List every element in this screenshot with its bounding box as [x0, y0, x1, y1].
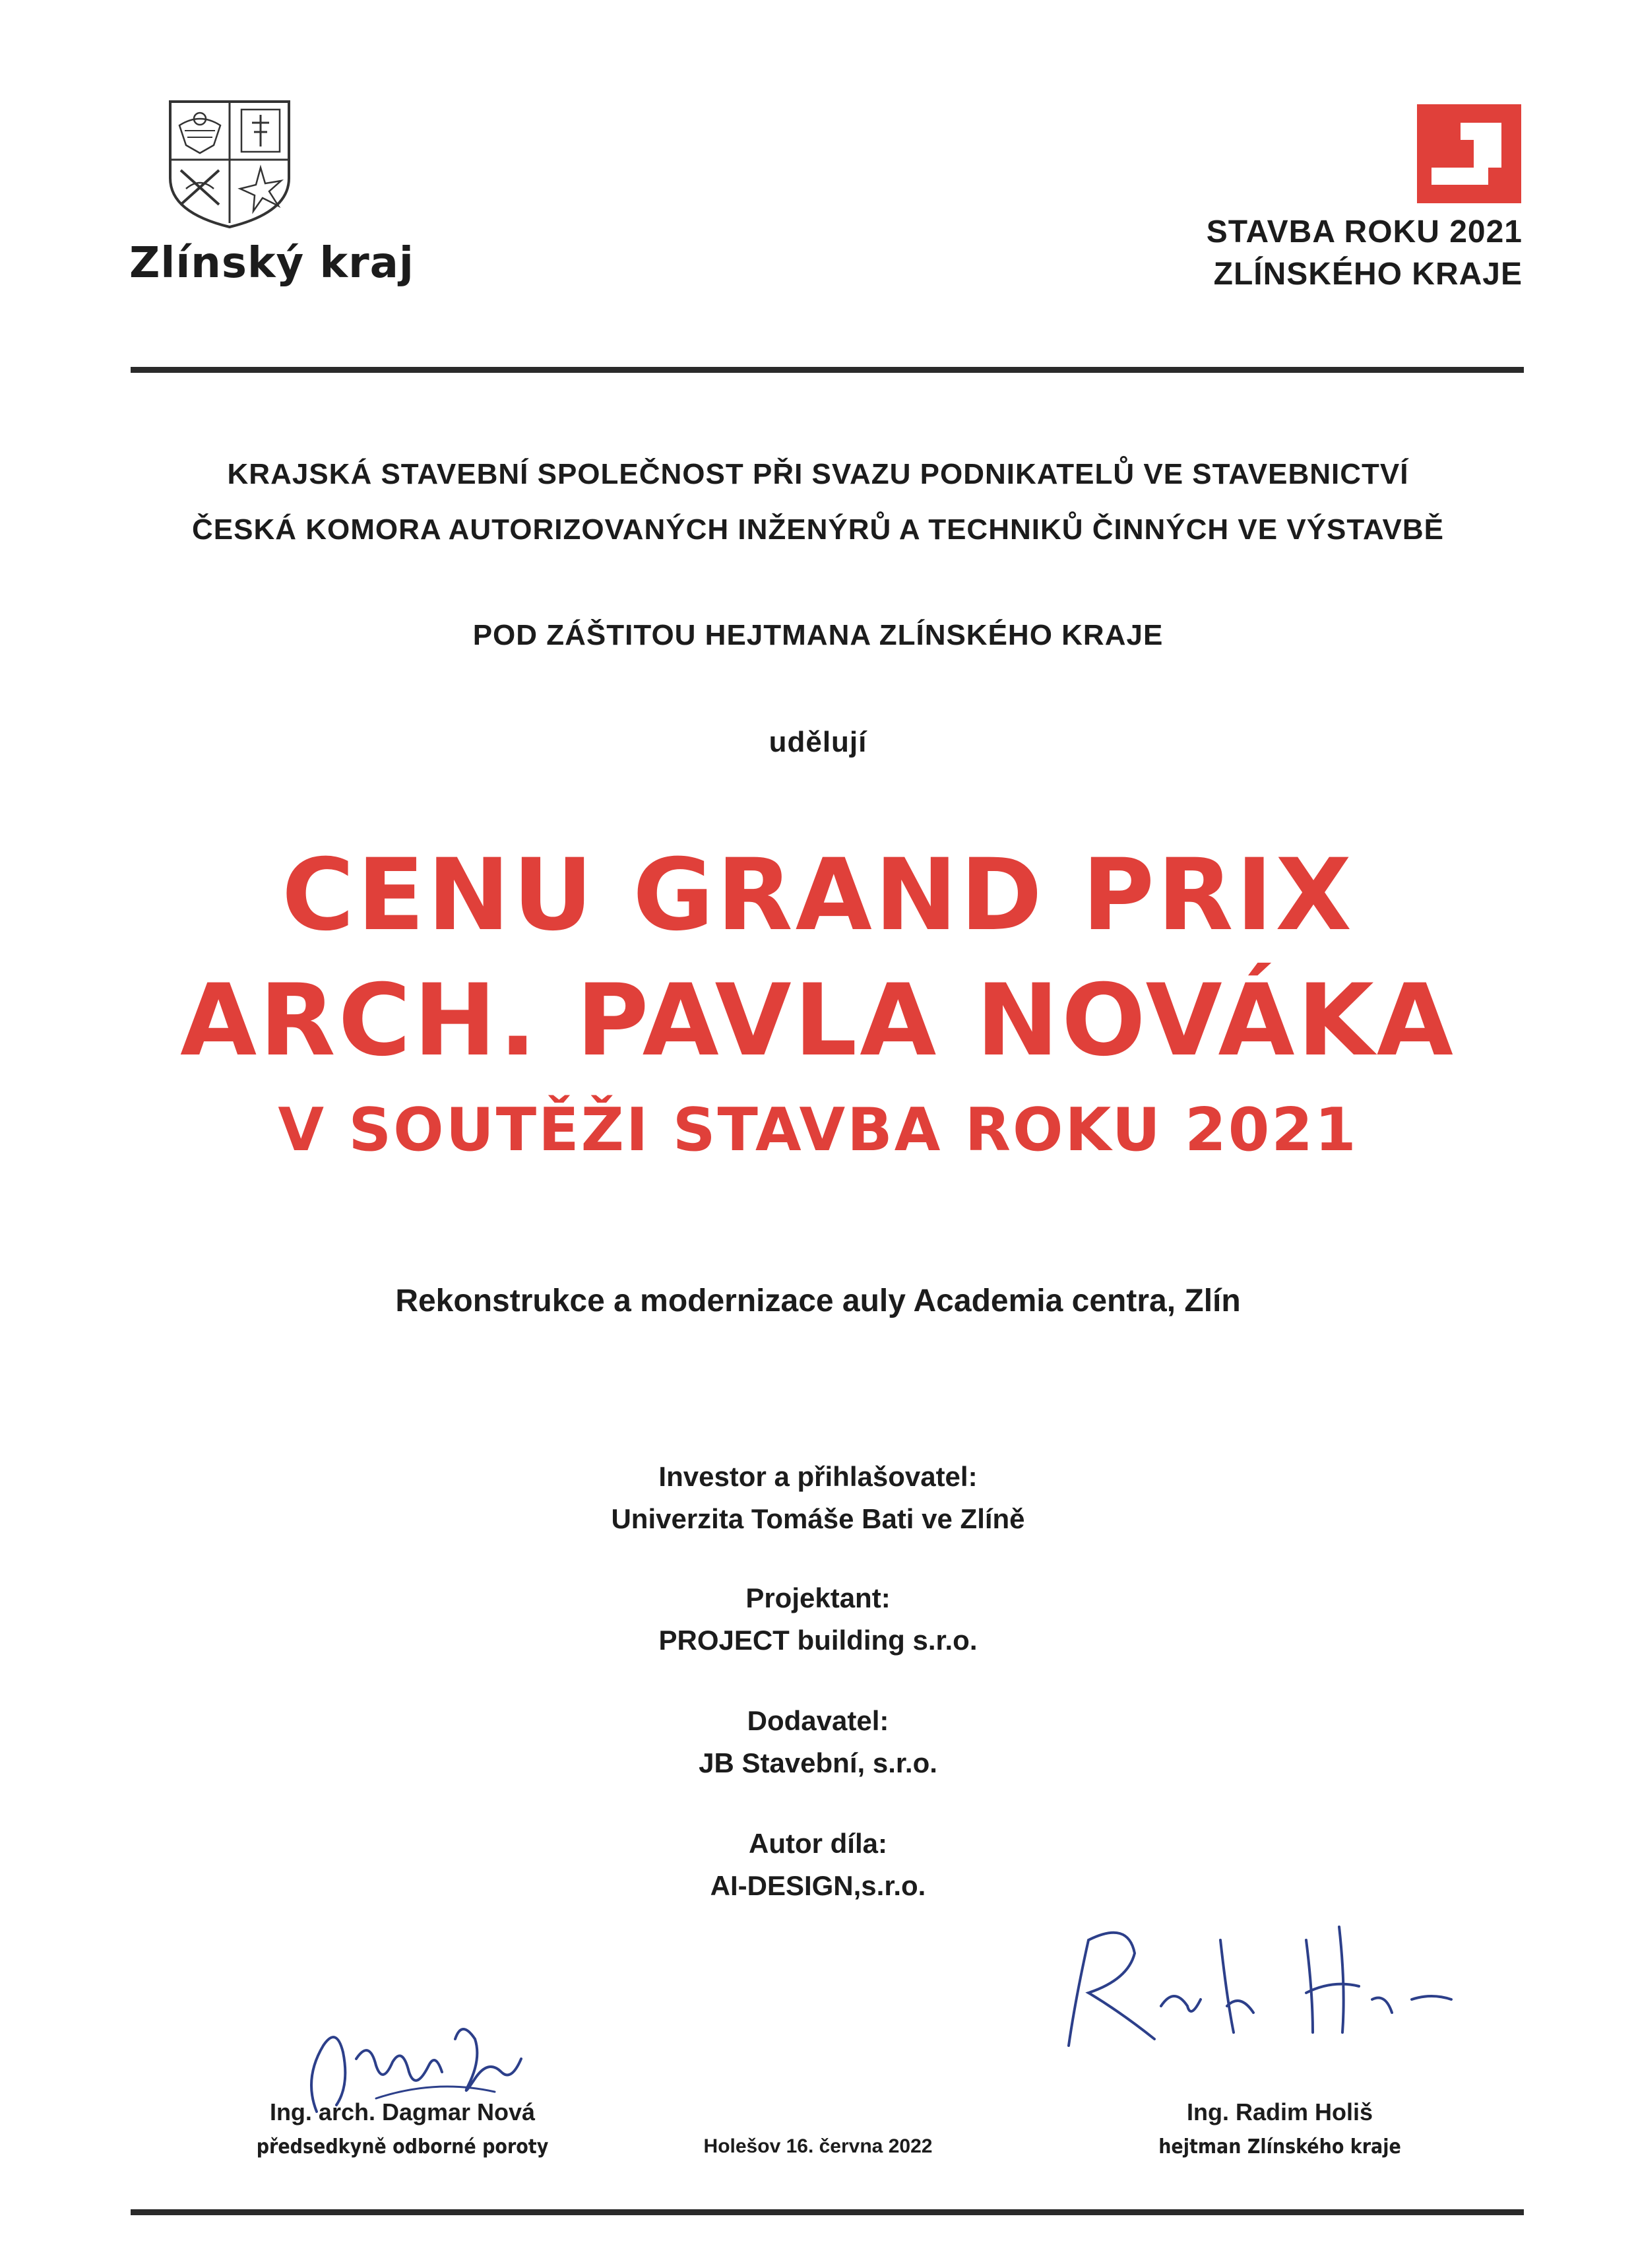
stavba-roku-logo-icon	[1417, 104, 1521, 203]
project-name: Rekonstrukce a modernizace auly Academia centra, Zlín	[395, 1283, 1241, 1318]
brand-line-2: ZLÍNSKÉHO KRAJE	[1213, 257, 1523, 292]
organizer-1: KRAJSKÁ STAVEBNÍ SPOLEČNOST PŘI SVAZU PODNIKATELŮ VE STAVEBNICTVÍ	[227, 458, 1409, 490]
signature-left-role: předsedkyně odborné poroty	[256, 2135, 549, 2158]
credit-label-author: Autor díla:	[749, 1828, 887, 1859]
award-title-line-1: CENU GRAND PRIX	[282, 838, 1354, 953]
credit-value-contractor: JB Stavební, s.r.o.	[699, 1747, 937, 1778]
header-divider	[131, 367, 1524, 373]
signature-left-name: Ing. arch. Dagmar Nová	[269, 2098, 536, 2125]
brand-text	[1207, 211, 1523, 296]
zlin-region-crest-icon	[166, 99, 293, 230]
signature-right-name: Ing. Radim Holiš	[1186, 2098, 1373, 2125]
award-title-line-2: ARCH. PAVLA NOVÁKA	[180, 963, 1456, 1078]
organizer-2: ČESKÁ KOMORA AUTORIZOVANÝCH INŽENÝRŮ A TECHNIKŮ ČINNÝCH VE VÝSTAVBĚ	[192, 513, 1444, 546]
signature-right-role: hejtman Zlínského kraje	[1158, 2135, 1401, 2158]
credit-value-designer: PROJECT building s.r.o.	[658, 1625, 978, 1656]
credit-value-investor: Univerzita Tomáše Bati ve Zlíně	[611, 1503, 1025, 1534]
signature-right-icon	[1029, 1900, 1464, 2072]
verb-line: udělují	[769, 726, 867, 758]
footer-divider	[131, 2209, 1524, 2215]
credit-label-investor: Investor a přihlašovatel:	[658, 1461, 978, 1492]
patronage-line: POD ZÁŠTITOU HEJTMANA ZLÍNSKÉHO KRAJE	[472, 619, 1164, 651]
signature-right	[1082, 2098, 1478, 2158]
place-date: Holešov 16. června 2022	[703, 2135, 933, 2157]
credit-label-contractor: Dodavatel:	[747, 1705, 889, 1736]
award-title-line-3: V SOUTĚŽI STAVBA ROKU 2021	[278, 1095, 1358, 1165]
credit-label-designer: Projektant:	[745, 1582, 891, 1613]
credit-value-author: AI-DESIGN,s.r.o.	[710, 1870, 926, 1901]
brand-line-1: STAVBA ROKU 2021	[1206, 214, 1523, 249]
region-name: Zlínský kraj	[129, 239, 414, 288]
